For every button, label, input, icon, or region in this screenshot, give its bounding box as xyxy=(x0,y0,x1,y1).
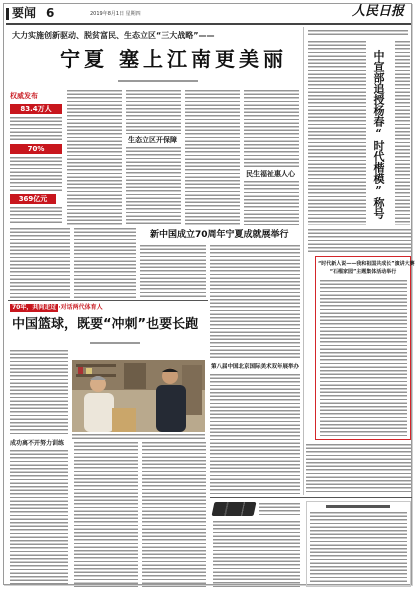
sports-photo xyxy=(72,360,205,432)
body-text-column xyxy=(320,280,407,436)
series-tag: 70年，共同走过 xyxy=(12,304,57,311)
side-story-title: 中宣部追授杨春“时代楷模”称号 xyxy=(372,50,385,219)
body-text-column xyxy=(308,41,366,225)
stat-badge: 70% xyxy=(10,144,62,154)
body-text-column xyxy=(74,442,138,587)
sports-subhead: 成功离不开努力训练 xyxy=(10,440,65,447)
body-text-column xyxy=(308,30,408,37)
body-text-column xyxy=(10,350,68,434)
lead-byline xyxy=(118,80,198,82)
body-text-column xyxy=(126,147,181,225)
sports-byline xyxy=(90,342,140,344)
body-text-column xyxy=(10,157,62,192)
column-logo xyxy=(212,502,257,516)
body-text-column xyxy=(259,503,300,516)
section-marker xyxy=(6,8,9,20)
lead-subhead: 民生福祉惠人心 xyxy=(246,170,295,178)
body-text-column xyxy=(74,228,136,298)
column-rule xyxy=(303,27,304,495)
bulletin-heading xyxy=(326,505,390,508)
section-rule xyxy=(210,497,412,498)
exhibition-title: 新中国成立70周年宁夏成就展举行 xyxy=(150,230,289,240)
body-text-column xyxy=(210,245,300,358)
body-text-column xyxy=(10,450,68,587)
body-text-column xyxy=(308,229,411,253)
stat-badge: 83.4万人 xyxy=(10,104,62,114)
sports-series-label xyxy=(10,304,103,312)
body-text-column xyxy=(126,90,181,134)
photo-caption xyxy=(72,434,205,439)
basketball-players-photo xyxy=(72,360,205,432)
art-story-title: 第八届中国北京国际美术双年展举办 xyxy=(211,364,300,370)
body-text-column xyxy=(10,117,62,142)
body-text-column xyxy=(310,512,407,584)
body-text-column xyxy=(213,521,300,587)
body-text-column xyxy=(210,374,300,495)
series-name: ·对话两代体育人 xyxy=(58,304,103,311)
lead-kicker: 大力实施创新驱动、脱贫富民、生态立区“三大战略”—— xyxy=(12,31,215,40)
lead-subhead: 生态立区开保障 xyxy=(128,136,177,144)
body-text-column xyxy=(142,442,206,587)
body-text-column xyxy=(67,90,122,225)
section-title: 要闻 xyxy=(12,6,37,20)
body-text-column xyxy=(395,41,410,225)
boxed-story-title-line: “时代新人说——我和祖国共成长”演讲大赛 xyxy=(318,261,415,267)
stat-badge: 369亿元 xyxy=(10,194,56,204)
page-number: 6 xyxy=(46,6,55,20)
section-rule xyxy=(8,300,208,301)
header-rule xyxy=(6,23,411,25)
body-text-column xyxy=(185,90,240,225)
sports-title: 中国篮球，既要“冲刺”也要长跑 xyxy=(12,317,199,332)
issue-date: 2019年8月1日 星期四 xyxy=(90,11,141,17)
body-text-column xyxy=(306,444,411,494)
boxed-story-title-line: “石榴家园”主题集体活动举行 xyxy=(329,269,397,275)
body-text-column xyxy=(140,245,206,298)
newspaper-logo: 人民日报 xyxy=(352,4,405,19)
lead-title: 宁夏 塞上江南更美丽 xyxy=(60,47,287,71)
body-text-column xyxy=(10,228,70,298)
body-text-column xyxy=(244,90,299,168)
body-text-column xyxy=(10,207,62,225)
body-text-column xyxy=(244,181,299,225)
sidebar-label: 权威发布 xyxy=(10,92,38,100)
